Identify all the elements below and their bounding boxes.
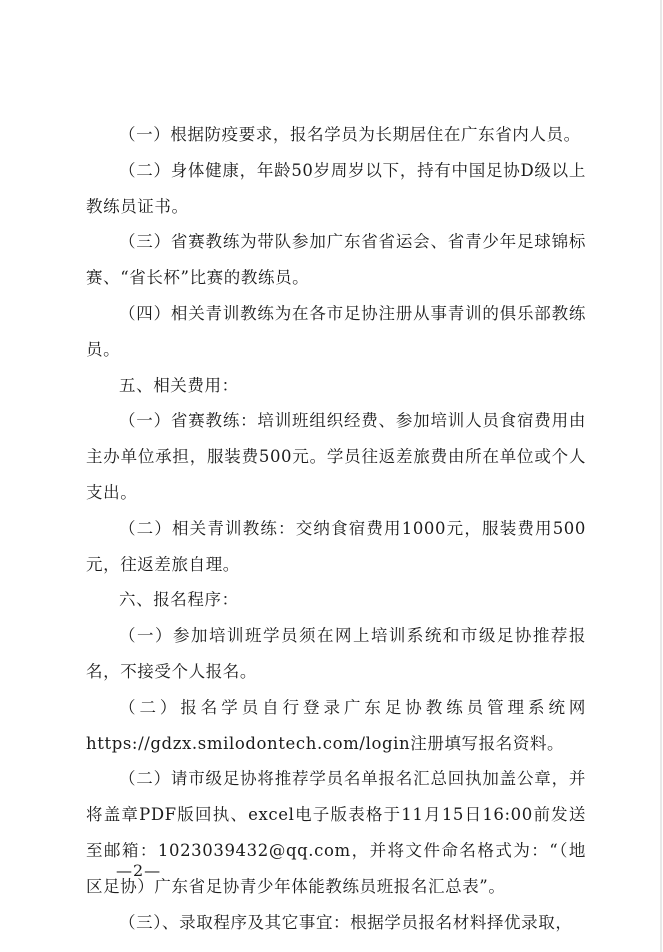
paragraph-registration-online: （一）参加培训班学员须在网上培训系统和市级足协推荐报名，不接受个人报名。 bbox=[86, 626, 586, 681]
paragraph-registration-submit: （二）请市级足协将推荐学员名单报名汇总回执加盖公章，并将盖章PDF版回执、excel电子版表格于11月15日16:00前发送至邮箱：1023039432@qq.com，并将文件命名格式为：“（地区足协）广东省足协青少年体能教练员班报名汇总表”。 bbox=[86, 769, 586, 896]
paragraph-youth-coach: （四）相关青训教练为在各市足协注册从事青训的俱乐部教练员。 bbox=[86, 303, 586, 359]
paragraph-residency: （一）根据防疫要求，报名学员为长期居住在广东省内人员。 bbox=[119, 125, 581, 144]
paragraph-admission: （三）、录取程序及其它事宜：根据学员报名材料择优录取， bbox=[119, 912, 573, 932]
paragraph-health-age: （二）身体健康，年龄50岁周岁以下，持有中国足协D级以上教练员证书。 bbox=[86, 160, 586, 216]
scan-edge-divider bbox=[660, 0, 662, 952]
section-heading-registration: 六、报名程序： bbox=[119, 590, 239, 610]
paragraph-provincial-coach: （三）省赛教练为带队参加广东省省运会、省青少年足球锦标赛、“省长杯”比赛的教练员。 bbox=[86, 232, 586, 288]
paragraph-fees-youth: （二）相关青训教练：交纳食宿费用1000元，服装费用500元，往返差旅自理。 bbox=[86, 518, 586, 574]
body-text bbox=[86, 117, 586, 940]
section-heading-fees: 五、相关费用： bbox=[119, 375, 239, 395]
paragraph-fees-provincial: （一）省赛教练：培训班组织经费、参加培训人员食宿费用由主办单位承担，服装费500元。学员往返差旅费由所在单位或个人支出。 bbox=[86, 411, 586, 502]
page-number: —2— bbox=[116, 861, 162, 880]
paragraph-registration-login: （二）报名学员自行登录广东足协教练员管理系统网https://gdzx.smilodontech.com/login注册填写报名资料。 bbox=[86, 697, 586, 753]
